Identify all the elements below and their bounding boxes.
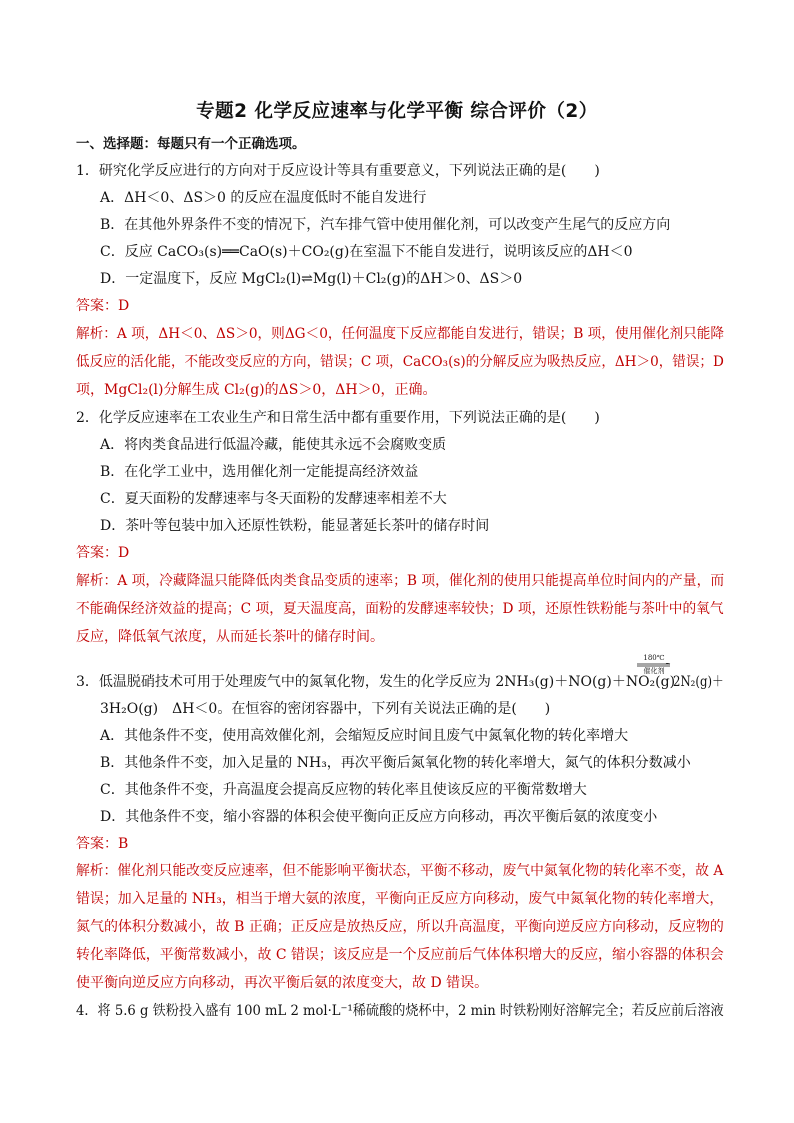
question-3-option-c: C．其他条件不变，升高温度会提高反应物的转化率且使该反应的平衡常数增大 (100, 782, 587, 798)
question-2-analysis-line: 不能确保经济效益的提高；C 项，夏天温度高，面粉的发酵速率较快；D 项，还原性铁粉能与茶叶中的氧气 (76, 601, 724, 617)
question-4-stem: 4．将 5.6 g 铁粉投入盛有 100 mL 2 mol·L⁻¹稀硫酸的烧杯中，2 min 时铁粉刚好溶解完全；若反应前后溶液 (76, 1003, 724, 1019)
page-title: 专题2 化学反应速率与化学平衡 综合评价（2） (196, 101, 598, 122)
condition-temperature: 180℃ (643, 654, 665, 662)
question-3-option-b: B．其他条件不变，加入足量的 NH₃，再次平衡后氮氧化物的转化率增大，氮气的体积分数减小 (100, 755, 691, 771)
question-3-option-a: A．其他条件不变，使用高效催化剂，会缩短反应时间且废气中氮氧化物的转化率增大 (100, 728, 629, 744)
question-2-stem: 2．化学反应速率在工农业生产和日常生活中都有重要作用，下列说法正确的是( ) (76, 410, 600, 426)
question-3-stem: 3．低温脱硝技术可用于处理废气中的氮氧化物，发生的化学反应为 2NH₃(g)＋NO(g)＋NO₂(g) (76, 674, 676, 690)
question-1-option-a: A．ΔH＜0、ΔS＞0 的反应在温度低时不能自发进行 (100, 190, 427, 206)
section-heading: 一、选择题：每题只有一个正确选项。 (76, 136, 306, 152)
question-3-analysis-line: 使平衡向逆反应方向移动，再次平衡后氨的浓度变大，故 D 错误。 (76, 975, 489, 991)
question-3-analysis-line: 错误；加入足量的 NH₃，相当于增大氨的浓度，平衡向正反应方向移动，废气中氮氧化物的转化率增大， (76, 891, 724, 907)
question-2-answer: 答案：D (76, 545, 130, 561)
question-1-analysis-line: 项，MgCl₂(l)分解生成 Cl₂(g)的ΔS＞0，ΔH＞0，正确。 (76, 382, 437, 398)
question-3-analysis-line: 氮气的体积分数减小，故 B 正确；正反应是放热反应，所以升高温度，平衡向逆反应方向移动，反应物的 (76, 919, 724, 935)
question-3-analysis-line: 解析：催化剂只能改变反应速率，但不能影响平衡状态，平衡不移动，废气中氮氧化物的转化率不变，故 A (76, 863, 724, 879)
question-1-option-c: C．反应 CaCO₃(s)══CaO(s)＋CO₂(g)在室温下不能自发进行，说明该反应的ΔH＜0 (100, 244, 633, 260)
question-2-option-b: B．在化学工业中，选用催化剂一定能提高经济效益 (100, 464, 419, 480)
condition-catalyst: 催化剂 (643, 667, 665, 675)
question-3-stem-tail: 2N₂(g)＋ (673, 674, 724, 690)
question-1-option-d: D．一定温度下，反应 MgCl₂(l)⇌Mg(l)＋Cl₂(g)的ΔH＞0、ΔS＞0 (100, 271, 523, 287)
question-3-stem-cont: 3H₂O(g) ΔH＜0。在恒容的密闭容器中，下列有关说法正确的是( ) (100, 701, 551, 717)
question-2-option-a: A．将肉类食品进行低温冷藏，能使其永远不会腐败变质 (100, 437, 447, 453)
question-2-analysis-line: 反应，降低氧气浓度，从而延长茶叶的储存时间。 (76, 629, 384, 645)
question-2-option-d: D．茶叶等包装中加入还原性铁粉，能显著延长茶叶的储存时间 (100, 518, 490, 534)
question-1-stem: 1．研究化学反应进行的方向对于反应设计等具有重要意义，下列说法正确的是( ) (76, 163, 600, 179)
question-2-analysis-line: 解析：A 项，冷藏降温只能降低肉类食品变质的速率；B 项，催化剂的使用只能提高单位时间内的产量，而 (76, 573, 725, 589)
question-3-analysis-line: 转化率降低，平衡常数减小，故 C 错误；该反应是一个反应前后气体体积增大的反应，缩小容器的体积会 (76, 947, 724, 963)
question-2-option-c: C．夏天面粉的发酵速率与冬天面粉的发酵速率相差不大 (100, 491, 447, 507)
question-1-analysis-line: 低反应的活化能，不能改变反应的方向，错误；C 项，CaCO₃(s)的分解反应为吸热反应，ΔH＞0，错误；D (76, 354, 724, 370)
question-1-answer: 答案：D (76, 298, 130, 314)
question-1-option-b: B．在其他外界条件不变的情况下，汽车排气管中使用催化剂，可以改变产生尾气的反应方向 (100, 217, 671, 233)
question-1-analysis-line: 解析：A 项，ΔH＜0、ΔS＞0，则ΔG＜0，任何温度下反应都能自发进行，错误；B 项，使用催化剂只能降 (76, 326, 725, 342)
question-3-answer: 答案：B (76, 836, 129, 852)
question-3-option-d: D．其他条件不变，缩小容器的体积会使平衡向正反应方向移动，再次平衡后氨的浓度变小 (100, 809, 658, 825)
reaction-condition-arrow (637, 654, 671, 676)
